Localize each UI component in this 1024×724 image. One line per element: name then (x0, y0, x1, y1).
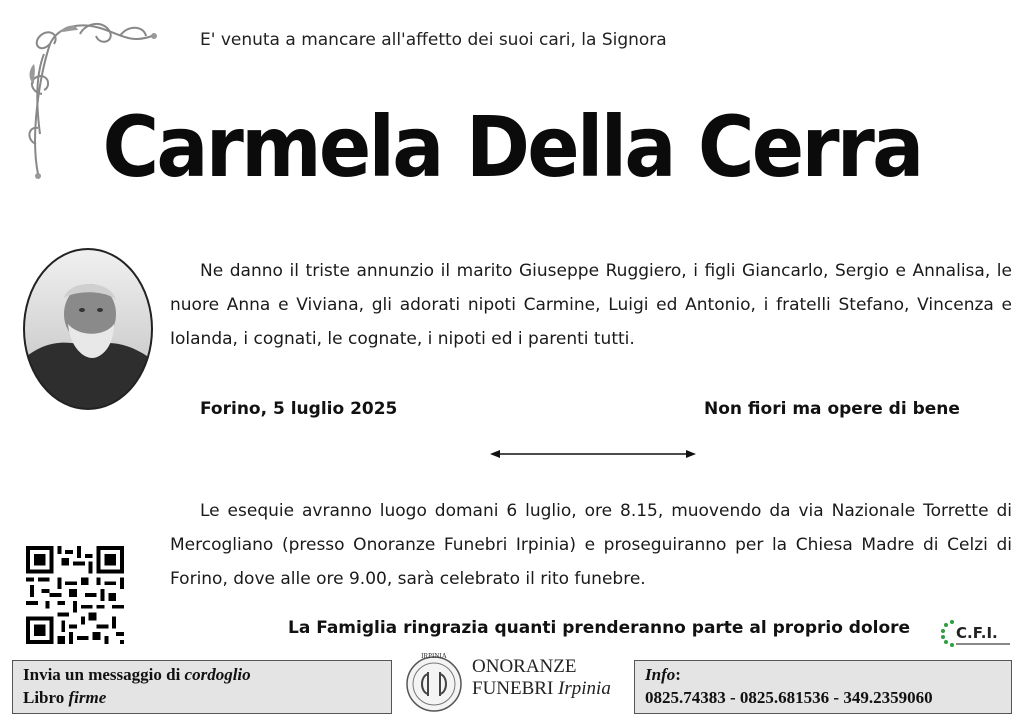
deceased-name: Carmela Della Cerra (102, 98, 922, 196)
info-label: Info: (645, 665, 681, 684)
flowers-note: Non fiori ma opere di bene (704, 399, 960, 419)
guest-book-link[interactable]: Libro firme (23, 688, 107, 707)
place-date: Forino, 5 luglio 2025 (200, 399, 398, 419)
onoranze-name: ONORANZE FUNEBRI Irpinia (472, 656, 611, 699)
intro-text: E' venuta a mancare all'affetto dei suoi cari, la Signora (200, 30, 667, 50)
cfi-logo (938, 616, 1012, 650)
qr-code-icon[interactable] (26, 546, 124, 644)
portrait-photo (18, 244, 158, 414)
double-arrow-icon (488, 446, 698, 462)
send-condolence-link[interactable]: Invia un messaggio di cordoglio (23, 665, 251, 684)
condolence-box[interactable] (12, 660, 392, 714)
thanks-text: La Famiglia ringrazia quanti prenderanno parte al proprio dolore (288, 618, 911, 638)
info-box (634, 660, 1012, 714)
funeral-details-paragraph: Le esequie avranno luogo domani 6 luglio, ore 8.15, muovendo da via Nazionale Torrette di Mercogliano (presso Onoranze Funebri Irpinia) e proseguiranno per la Chiesa Madre di Celzi di Forino, dove alle ore 9.00, sarà celebrato il rito funebre. (170, 501, 1012, 589)
cfi-logo-text: C.F.I. (956, 624, 998, 642)
info-phones[interactable]: 0825.74383 - 0825.681536 - 349.2359060 (645, 688, 933, 707)
logo-arc-text: IRPINIA (421, 652, 447, 660)
announcement-paragraph: Ne danno il triste annunzio il marito Giuseppe Ruggiero, i figli Giancarlo, Sergio e Annalisa, le nuore Anna e Viviana, gli adorati nipoti Carmine, Luigi ed Antonio, i fratelli Stefano, Vincenza e Iolanda, i cognati, le cognate, i nipoti ed i parenti tutti. (170, 261, 1012, 349)
onoranze-logo (404, 648, 464, 714)
